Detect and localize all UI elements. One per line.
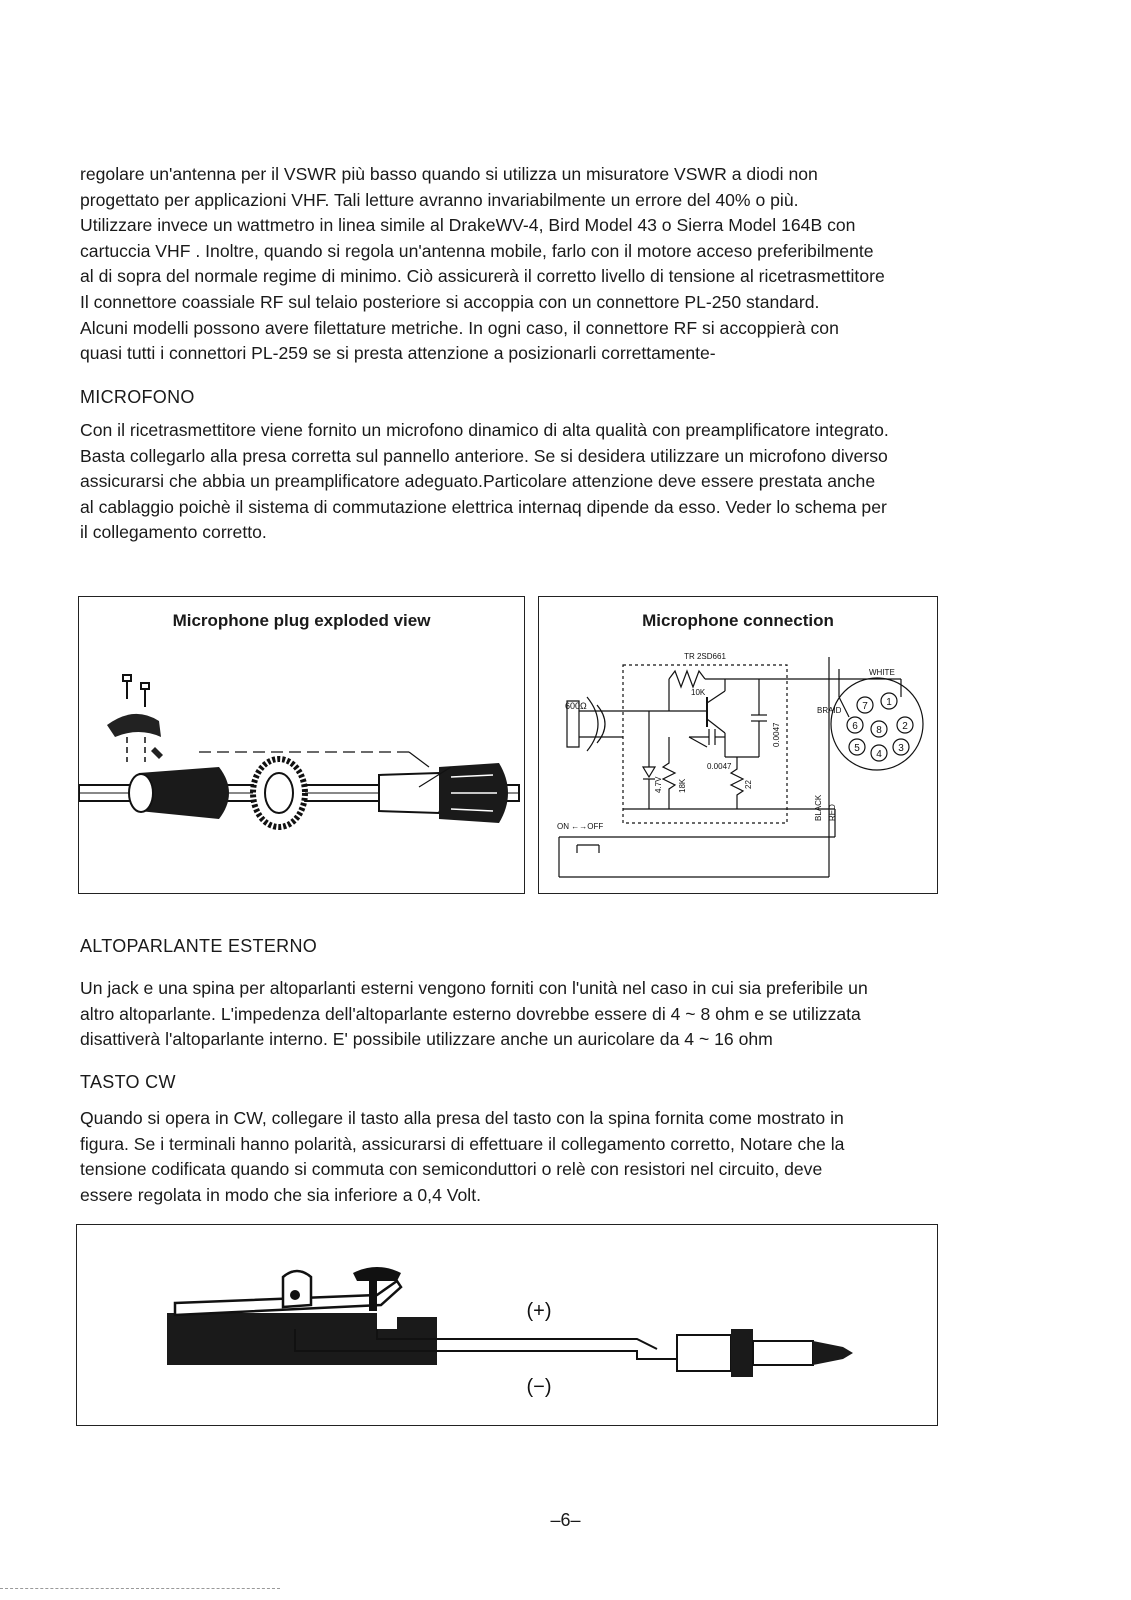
text-line: Il connettore coassiale RF sul telaio posteriore si accoppia con un connettore PL-250 standard. [80,291,820,312]
plug-illustration [79,597,524,893]
pin-label: 6 [852,721,858,732]
wire-label-white: WHITE [869,668,895,677]
section-heading-tasto: TASTO CW [80,1072,176,1092]
figure-plug-exploded [78,596,525,894]
screw-icon [123,675,149,707]
text-line: il collegamento corretto. [80,522,267,543]
figure-title: Microphone plug exploded view [172,611,431,630]
transistor-label: TR 2SD661 [684,652,726,661]
tasto-paragraph [80,1106,980,1208]
text-line: essere regolata in modo che sia inferiore a 0,4 Volt. [80,1184,481,1205]
zener-icon [643,767,655,777]
text-line: assicurarsi che abbia un preamplificatore adeguato.Particolare attenzione deve essere prestata anche [80,471,876,492]
wire-label-braid: BRAID [817,706,842,715]
text-line: Con il ricetrasmettitore viene fornito un microfono dinamico di alta qualità con preamplificatore integrato. [80,420,889,440]
pin-label: 3 [898,743,904,754]
pin-label: 5 [854,743,860,754]
altoparlante-paragraph [80,976,980,1053]
pin-label: 7 [862,701,868,712]
pin-label: 2 [902,721,908,732]
clamp-icon [107,714,161,737]
mic-schematic [539,597,937,893]
cap-vertical-label: 0.0047 [772,722,781,747]
zener-label: 4.7V [654,776,663,793]
r18k-label: 18K [678,778,687,793]
figure-cw-key [76,1224,938,1426]
r22-label: 22 [744,780,753,789]
pivot-icon [290,1290,300,1300]
text-line: Quando si opera in CW, collegare il tasto alla presa del tasto con la spina fornita come mostrato in [80,1108,844,1128]
pin-label: 4 [876,749,882,760]
text-line: Un jack e una spina per altoparlanti esterni vengono forniti con l'unità nel caso in cui sia preferibile un [80,978,868,998]
text-line: Basta collegarlo alla presa corretta sul pannello anteriore. Se si desidera utilizzare un microfono diverso [80,445,888,466]
text-line: al cablaggio poichè il sistema di commutazione elettrica internaq dipende da esso. Veder lo schema per [80,496,887,517]
polarity-minus-label: (−) [526,1376,552,1398]
text-line: quasi tutti i connettori PL-259 se si presta attenzione a posizionarli correttamente- [80,343,716,364]
resistor-icon [669,671,705,687]
connector-body-icon [379,773,444,813]
text-line: disattiverà l'altoparlante interno. E' possibile utilizzare anche un auricolare da 4 ~ 16 ohm [80,1029,773,1050]
intro-paragraph [80,162,980,367]
pin-label: 8 [876,725,882,736]
section-heading-altoparlante: ALTOPARLANTE ESTERNO [80,936,318,956]
text-line: tensione codificata quando si commuta con semiconduttori o relè con resistori nel circuito, deve [80,1159,823,1180]
polarity-plus-label: (+) [526,1300,552,1322]
impedance-label: 600Ω [565,701,587,711]
text-line: al di sopra del normale regime di minimo. Ciò assicurerà il corretto livello di tensione al ricetrasmettitore [80,266,885,287]
pin-label: 1 [886,697,892,708]
microfono-paragraph [80,418,980,546]
key-knob-icon [353,1267,401,1281]
text-line: progettato per applicazioni VHF. Tali letture avranno invariabilmente un errore del 40% o più. [80,189,799,210]
page-number: –6– [550,1510,581,1530]
bottom-rule [0,1588,280,1589]
resistor-label: 10K [691,688,706,697]
text-line: regolare un'antenna per il VSWR più basso quando si utilizza un misuratore VSWR a diodi non [80,164,818,184]
mic-diaphragm-icon [587,697,598,751]
cap-label: 0.0047 [707,762,732,771]
plug-icon [677,1329,853,1377]
text-line: Alcuni modelli possono avere filettature metriche. In ogni caso, il connettore RF si accoppierà con [80,317,839,338]
text-line: figura. Se i terminali hanno polarità, assicurarsi di effettuare il collegamento corretto, Notare che la [80,1133,845,1154]
wire-label-red: RED [828,804,837,821]
text-line: cartuccia VHF . Inoltre, quando si regola un'antenna mobile, farlo con il motore acceso preferibilmente [80,240,874,261]
ring-nut-icon [253,759,305,827]
figure-title: Microphone connection [642,611,834,630]
cw-key-illustration [77,1225,937,1425]
text-line: altro altoparlante. L'impedenza dell'altoparlante esterno dovrebbe essere di 4 ~ 8 ohm e se utilizzata [80,1003,861,1024]
figure-mic-connection [538,596,938,894]
switch-label: ON ←→OFF [557,822,604,831]
text-line: Utilizzare invece un wattmetro in linea simile al DrakeWV-4, Bird Model 43 o Sierra Model 164B con [80,215,856,236]
wire-label-black: BLACK [814,794,823,821]
section-heading-microfono: MICROFONO [80,387,195,407]
